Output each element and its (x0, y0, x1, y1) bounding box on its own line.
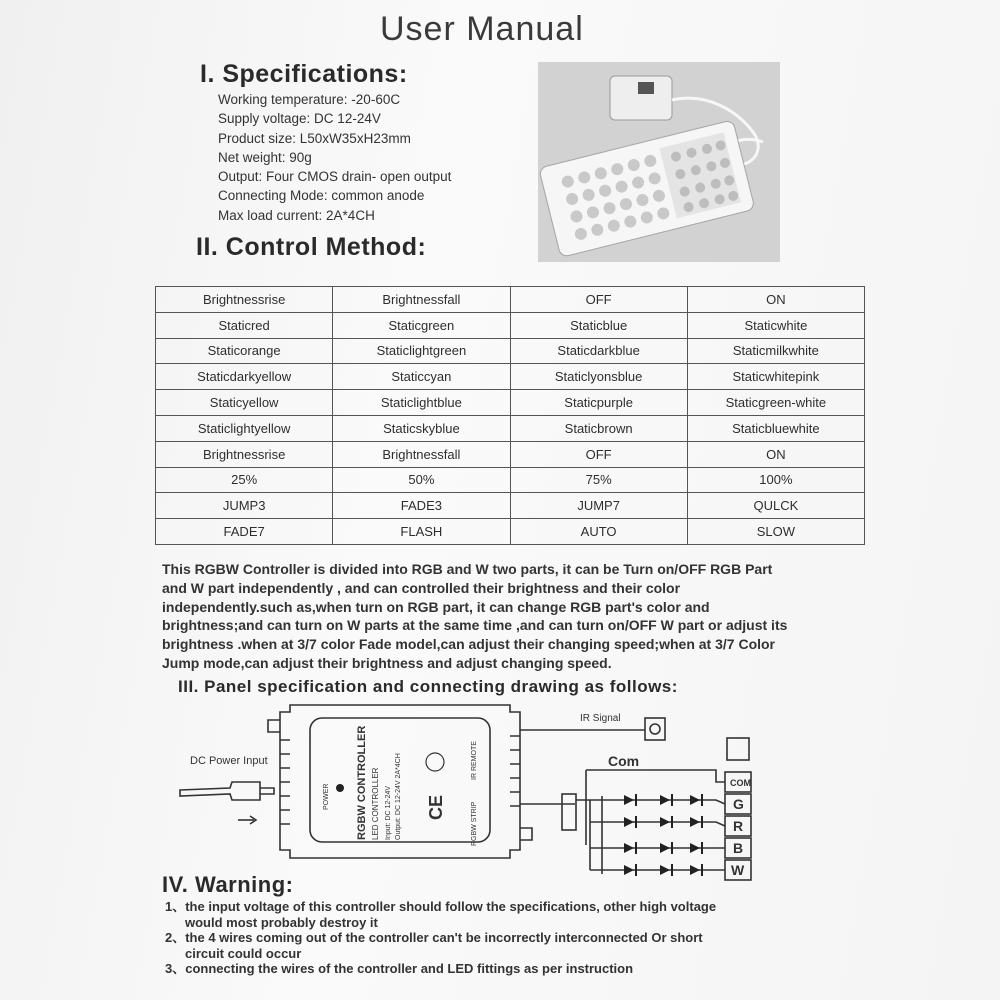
table-cell: Staticskyblue (333, 415, 510, 441)
description-paragraph (162, 560, 872, 673)
table-cell: Staticlightyellow (156, 415, 333, 441)
warning-heading: IV. Warning: (162, 872, 294, 897)
table-cell: ON (687, 287, 864, 313)
paragraph-line: This RGBW Controller is divided into RGB and W two parts, it can be Turn on/OFF RGB Part (162, 561, 773, 577)
table-cell: ON (687, 441, 864, 467)
spec-line: Supply voltage: DC 12-24V (218, 111, 381, 127)
table-cell: Staticorange (156, 338, 333, 364)
ce-mark: CE (426, 794, 446, 820)
table-cell: Brightnessfall (333, 287, 510, 313)
table-row (156, 312, 865, 338)
table-cell: Staticgreen-white (687, 390, 864, 416)
table-cell: FADE7 (156, 519, 333, 545)
warning-list (165, 899, 716, 977)
table-row (156, 338, 865, 364)
ir-remote-label: IR REMOTE (471, 741, 478, 780)
table-cell: Staticgreen (333, 312, 510, 338)
warning-item: 1、the input voltage of this controller should follow the specifications, other high voltage (165, 899, 717, 914)
power-label: POWER (323, 783, 330, 810)
pin-b: B (733, 840, 744, 856)
wiring-diagram (150, 700, 770, 880)
product-photo-drawing (538, 62, 780, 262)
spec-line: Max load current: 2A*4CH (218, 207, 375, 223)
table-cell: Staticlyonsblue (510, 364, 687, 390)
table-cell: Brightnessrise (156, 441, 333, 467)
table-cell: Brightnessfall (333, 441, 510, 467)
warning-item: 2、the 4 wires coming out of the controller can't be incorrectly interconnected Or short (165, 930, 703, 945)
pin-r: R (733, 818, 744, 834)
table-row (156, 390, 865, 416)
table-cell: JUMP7 (510, 493, 687, 519)
table-cell: OFF (510, 287, 687, 313)
ir-signal-label: IR Signal (580, 713, 621, 724)
specifications-list (218, 90, 451, 225)
table-cell: Brightnessrise (156, 287, 333, 313)
table-cell: Staticdarkyellow (156, 364, 333, 390)
table-cell: 100% (687, 467, 864, 493)
warning-item: would most probably destroy it (185, 914, 378, 930)
table-cell: FLASH (333, 519, 510, 545)
controller-output: Output: DC 12-24V 2A*4CH (395, 753, 402, 840)
rgbw-strip-label: RGBW STRIP (471, 801, 478, 846)
panel-spec-heading: III. Panel specification and connecting drawing as follows: (178, 677, 678, 696)
table-cell: Staticmilkwhite (687, 338, 864, 364)
table-cell: Staticwhite (687, 312, 864, 338)
controller-input: Input: DC 12-24V (385, 785, 392, 840)
table-cell: Staticbluewhite (687, 415, 864, 441)
table-row (156, 467, 865, 493)
table-cell: FADE3 (333, 493, 510, 519)
dc-power-label: DC Power Input (190, 755, 268, 767)
table-cell: Staticdarkblue (510, 338, 687, 364)
controller-subtitle: LED CONTROLLER (371, 767, 380, 840)
pin-g: G (733, 796, 744, 812)
spec-line: Connecting Mode: common anode (218, 188, 425, 204)
product-photo (538, 62, 780, 262)
table-cell: Staticcyan (333, 364, 510, 390)
paragraph-line: brightness;and can turn on W parts at the same time ,and can turn on/OFF W part or adjust its (162, 617, 788, 634)
paragraph-line: brightness .when at 3/7 color Fade model,can adjust their changing speed;when at 3/7 Color (162, 636, 776, 653)
pin-com: COM (730, 778, 751, 788)
specifications-heading: I. Specifications: (200, 60, 408, 88)
com-label: Com (608, 753, 640, 769)
table-cell: SLOW (687, 519, 864, 545)
table-cell: QULCK (687, 493, 864, 519)
table-row (156, 287, 865, 313)
table-cell: AUTO (510, 519, 687, 545)
table-cell: 50% (333, 467, 510, 493)
control-method-heading: II. Control Method: (196, 233, 427, 261)
warning-item: 3、connecting the wires of the controller and LED fittings as per instruction (165, 961, 634, 976)
table-row (156, 364, 865, 390)
pin-w: W (731, 862, 745, 878)
table-cell: OFF (510, 441, 687, 467)
spec-line: Net weight: 90g (218, 149, 312, 165)
table-cell: Staticlightblue (333, 390, 510, 416)
recycle-mark-icon (426, 753, 444, 771)
table-cell: Staticwhitepink (687, 364, 864, 390)
spec-line: Product size: L50xW35xH23mm (218, 130, 411, 146)
table-cell: Staticred (156, 312, 333, 338)
table-cell: Staticpurple (510, 390, 687, 416)
spec-line: Working temperature: -20-60C (218, 92, 401, 107)
control-method-table (155, 286, 865, 545)
paragraph-line: independently.such as,when turn on RGB part, it can change RGB part's color and (162, 598, 710, 615)
paragraph-line: Jump mode,can adjust their brightness and adjust changing speed. (162, 654, 612, 671)
warning-item: circuit could occur (185, 945, 302, 961)
table-cell: Staticlightgreen (333, 338, 510, 364)
spec-line: Output: Four CMOS drain- open output (218, 169, 452, 185)
table-row (156, 441, 865, 467)
controller-title: RGBW CONTROLLER (356, 725, 368, 840)
table-row (156, 415, 865, 441)
table-cell: JUMP3 (156, 493, 333, 519)
table-row (156, 493, 865, 519)
table-cell: Staticblue (510, 312, 687, 338)
table-cell: Staticyellow (156, 390, 333, 416)
page-title: User Manual (380, 10, 584, 48)
table-cell: Staticbrown (510, 415, 687, 441)
table-cell: 25% (156, 467, 333, 493)
table-cell: 75% (510, 467, 687, 493)
table-row (156, 519, 865, 545)
paragraph-line: and W part independently , and can controlled their brightness and their color (162, 579, 681, 596)
